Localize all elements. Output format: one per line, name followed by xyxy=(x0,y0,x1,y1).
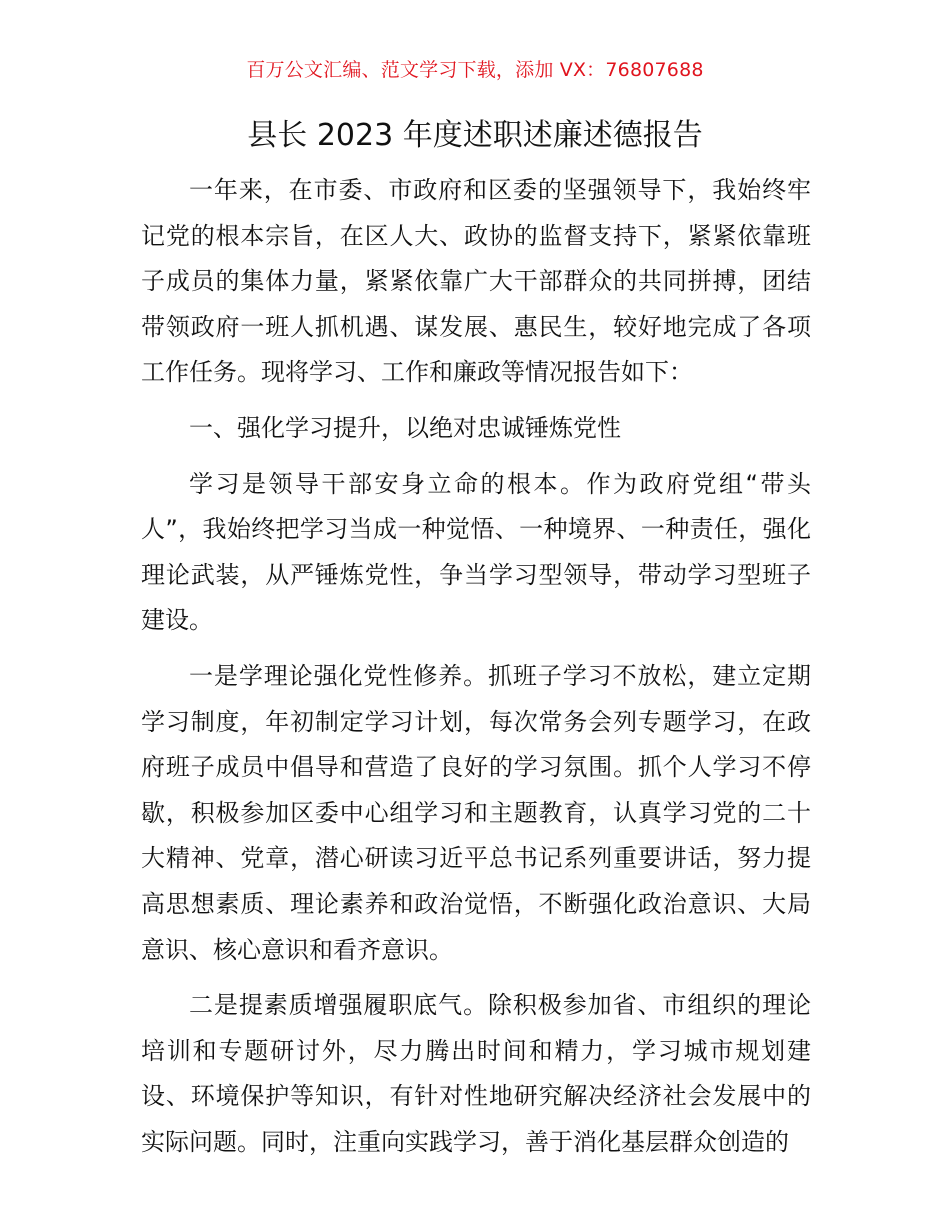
paragraph-study-importance: 学习是领导干部安身立命的根本。作为政府党组“带头人”，我始终把学习当成一种觉悟、一种境界、一种责任，强化理论武装，从严锤炼党性，争当学习型领导，带动学习型班子建设。 xyxy=(141,469,811,635)
document-title: 县长 2023 年度述职述廉述德报告 xyxy=(247,118,703,153)
section-heading-1: 一、强化学习提升，以绝对忠诚锤炼党性 xyxy=(189,413,621,442)
paragraph-quality-improvement: 二是提素质增强履职底气。除积极参加省、市组织的理论培训和专题研讨外，尽力腾出时间和精力，学习城市规划建设、环境保护等知识，有针对性地研究解决经济社会发展中的实际问题。同时，注重向实践学习，善于消化基层群众创造的 xyxy=(141,991,811,1156)
paragraph-theory-study: 一是学理论强化党性修养。抓班子学习不放松，建立定期学习制度，年初制定学习计划，每次常务会列专题学习，在政府班子成员中倡导和营造了良好的学习氛围。抓个人学习不停歇，积极参加区委中心组学习和主题教育，认真学习党的二十大精神、党章，潜心研读习近平总书记系列重要讲话，努力提高思想素质、理论素养和政治觉悟，不断强化政治意识、大局意识、核心意识和看齐意识。 xyxy=(141,661,811,964)
watermark-header: 百万公文汇编、范文学习下载，添加 VX：76807688 xyxy=(246,59,704,81)
paragraph-intro: 一年来，在市委、市政府和区委的坚强领导下，我始终牢记党的根本宗旨，在区人大、政协的监督支持下，紧紧依靠班子成员的集体力量，紧紧依靠广大干部群众的共同拼搏，团结带领政府一班人抓机遇、谋发展、惠民生，较好地完成了各项工作任务。现将学习、工作和廉政等情况报告如下： xyxy=(141,176,811,387)
document-body xyxy=(141,168,811,1170)
